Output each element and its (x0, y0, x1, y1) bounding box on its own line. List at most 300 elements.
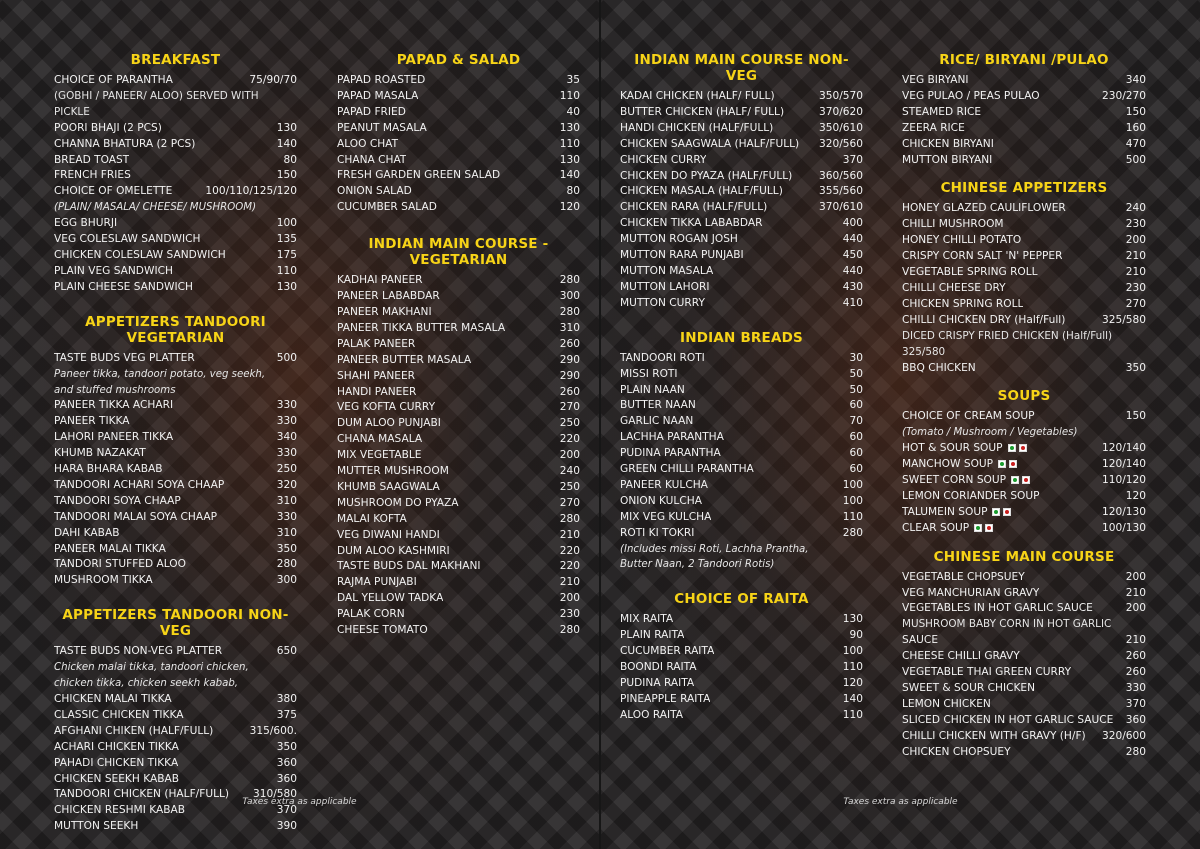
column-3 (620, 52, 863, 724)
menu-item-name (620, 264, 713, 280)
menu-item-price: 210 (559, 576, 580, 589)
menu-item-name (54, 708, 184, 724)
section-heading: APPETIZERS TANDOORI NON- VEG (62, 607, 289, 640)
menu-item-name (902, 681, 1035, 697)
menu-item (337, 544, 580, 560)
menu-item-description: (Includes missi Roti, Lachha Prantha, (620, 543, 809, 555)
menu-item-name (902, 73, 969, 89)
menu-item-price: 220 (559, 560, 580, 573)
menu-item-price: 350/570 (818, 90, 863, 102)
menu-item-name (54, 542, 166, 558)
menu-item-name-text: DAHI KABAB (54, 526, 120, 539)
menu-item (337, 575, 580, 591)
menu-item-price: 140 (276, 137, 297, 150)
menu-item (337, 559, 580, 575)
menu-item-name-text: CLEAR SOUP (902, 521, 970, 534)
menu-item-price: 210 (1125, 266, 1146, 279)
menu-item-name-text: PINEAPPLE RAITA (620, 692, 711, 705)
menu-item-price: 130 (842, 613, 863, 626)
menu-item-name-text: PLAIN RAITA (620, 629, 685, 642)
menu-item-price: 650 (276, 645, 297, 658)
menu-item (902, 665, 1146, 681)
menu-item-name (337, 200, 437, 216)
menu-item (902, 217, 1146, 233)
menu-item-name-text: ACHARI CHICKEN TIKKA (54, 740, 179, 753)
veg-icon (1011, 476, 1019, 484)
menu-item-name (54, 819, 138, 835)
menu-item-name (337, 321, 505, 337)
nonveg-icon (1022, 476, 1030, 484)
menu-item-subline: DICED CRISPY FRIED CHICKEN (Half/Full) (902, 329, 1113, 342)
menu-item (54, 756, 297, 772)
menu-item-name (902, 297, 1023, 313)
menu-item-price: 330 (276, 399, 297, 412)
section-heading: CHINESE MAIN COURSE (933, 548, 1115, 565)
menu-item-price: 160 (1125, 121, 1146, 134)
menu-item (337, 337, 580, 353)
menu-item-price: 110 (842, 708, 863, 721)
section-heading: INDIAN MAIN COURSE NON-VEG (634, 52, 849, 84)
menu-item (337, 385, 580, 401)
taxes-note: Taxes extra as applicable (242, 797, 357, 807)
menu-item-name (54, 772, 179, 788)
menu-item-price: 240 (1125, 202, 1146, 215)
menu-item-price: 130 (559, 153, 580, 166)
menu-item (620, 644, 863, 660)
menu-item-price: 75/90/70 (249, 74, 297, 86)
section-rice (902, 52, 1146, 168)
menu-item-name-text: CHICKEN SEEKH KABAB (54, 772, 179, 785)
menu-item-name (620, 644, 714, 660)
menu-item-name-text: PANEER MAKHANI (337, 305, 432, 318)
menu-item-name-text: BREAD TOAST (54, 153, 130, 166)
menu-item-name (54, 73, 173, 89)
menu-item-name-text: PUDINA RAITA (620, 677, 695, 689)
menu-item (902, 649, 1146, 665)
menu-item-name-text: HOT & SOUR SOUP (902, 442, 1003, 455)
menu-item-price: 360 (276, 772, 297, 785)
menu-item (337, 305, 580, 321)
menu-item-name-text: PANEER TIKKA ACHARI (54, 399, 174, 412)
menu-item (54, 478, 297, 494)
menu-item-name-text: PANEER TIKKA BUTTER MASALA (337, 321, 506, 334)
menu-item-name-text: FRESH GARDEN GREEN SALAD (337, 169, 501, 182)
menu-item (54, 184, 297, 200)
menu-item-price: 260 (1125, 666, 1146, 679)
menu-item (620, 383, 863, 399)
menu-item-price: 370/610 (818, 201, 863, 214)
menu-item-name (337, 512, 407, 528)
menu-item-name-text: ALOO CHAT (337, 137, 399, 150)
menu-item-name-text: CHILLI MUSHROOM (902, 218, 1004, 231)
menu-item (620, 462, 863, 478)
menu-item-price: 230/270 (1101, 89, 1146, 102)
menu-item-name-text: HONEY CHILLI POTATO (902, 234, 1022, 247)
menu-item-price: 280 (559, 305, 580, 318)
menu-item-name (54, 121, 162, 137)
menu-item (620, 296, 863, 312)
section-heading: RICE/ BIRYANI /PULAO (939, 52, 1109, 68)
menu-item-name-text: MUTTON MASALA (620, 264, 714, 277)
veg-nonveg-icons (992, 508, 1011, 516)
menu-item-name-text: MUTTON RARA PUNJABI (620, 249, 744, 262)
menu-item (902, 137, 1146, 153)
menu-item-name-text: TALUMEIN SOUP (902, 505, 988, 518)
menu-item-price: 30 (849, 351, 863, 364)
menu-item-name (54, 184, 172, 200)
veg-icon (974, 524, 982, 532)
menu-item-price: 350 (1125, 361, 1146, 374)
menu-item-name (902, 233, 1021, 249)
menu-item (54, 264, 297, 280)
menu-item-price: 470 (1125, 137, 1146, 150)
menu-item-price: 110 (559, 137, 580, 150)
menu-item-name-text: VEG BIRYANI (902, 74, 969, 86)
menu-item-name-text: KHUMB SAAGWALA (337, 480, 440, 493)
menu-item-price: 210 (1125, 250, 1146, 263)
menu-item (620, 414, 863, 430)
menu-item-name (902, 713, 1113, 729)
menu-item-price: 375 (276, 708, 297, 721)
menu-item (54, 430, 297, 446)
menu-item (902, 586, 1146, 602)
menu-item-price: 355/560 (818, 185, 863, 198)
menu-item-name-text: CHANA CHAT (337, 153, 407, 166)
menu-item-name (54, 692, 172, 708)
veg-nonveg-icons (1011, 476, 1030, 484)
menu-item (54, 168, 297, 184)
section-soups (902, 388, 1146, 536)
menu-item (54, 494, 297, 510)
menu-item (620, 200, 863, 216)
menu-item (902, 409, 1146, 425)
menu-item-name (54, 232, 200, 248)
menu-item (337, 273, 580, 289)
menu-item (620, 232, 863, 248)
menu-item-price: 430 (842, 280, 863, 293)
menu-item-name-text: CUCUMBER RAITA (620, 645, 715, 658)
menu-item-description: (PLAIN/ MASALA/ CHEESE/ MUSHROOM) (54, 202, 257, 214)
menu-item-name (902, 473, 1030, 489)
menu-item-price: 350 (276, 542, 297, 555)
menu-item-name (620, 612, 673, 628)
menu-item-price: 340 (276, 431, 297, 444)
menu-item (337, 353, 580, 369)
menu-item-price: 310 (276, 494, 297, 507)
menu-item-name (620, 398, 696, 414)
menu-item-name (620, 137, 799, 153)
menu-item (54, 740, 297, 756)
menu-item-name (337, 623, 428, 639)
menu-item (337, 153, 580, 169)
menu-item-name (620, 414, 693, 430)
menu-item (337, 512, 580, 528)
menu-item-name-text: GREEN CHILLI PARANTHA (620, 463, 754, 476)
menu-item-name (902, 521, 993, 537)
menu-item-price: 360 (1125, 713, 1146, 726)
menu-item-price: 210 (1125, 634, 1146, 647)
menu-item (902, 441, 1146, 457)
menu-item-price: 380 (276, 693, 297, 705)
section-breakfast (54, 52, 297, 296)
menu-item-name (337, 607, 405, 623)
menu-item-price: 175 (276, 248, 297, 261)
menu-item-name (902, 153, 992, 169)
menu-item-name-text: CHICKEN BIRYANI (902, 137, 994, 150)
menu-item-price: 400 (842, 217, 863, 230)
menu-item-name (902, 121, 965, 137)
menu-item-price: 290 (559, 369, 580, 382)
menu-item-name-text: RAJMA PUNJABI (337, 576, 417, 589)
menu-item-price: 330 (276, 415, 297, 428)
menu-item-name-text: CHOICE OF PARANTHA (54, 74, 173, 86)
menu-item-name (337, 544, 450, 560)
menu-item-name-text: CHICKEN SAAGWALA (HALF/FULL) (620, 137, 800, 150)
section-main-veg (337, 236, 580, 639)
menu-item (620, 478, 863, 494)
menu-item-price: 110 (276, 264, 297, 277)
menu-item-price: 280 (559, 624, 580, 637)
menu-item (54, 351, 297, 367)
menu-item-price: 230 (559, 608, 580, 621)
menu-item (902, 361, 1146, 377)
menu-item (902, 201, 1146, 217)
menu-item-price: 330 (276, 447, 297, 460)
menu-item-name-text: PUDINA PARANTHA (620, 447, 721, 460)
section-heading: PAPAD & SALAD (396, 52, 521, 68)
menu-item-price: 230 (1125, 281, 1146, 294)
menu-item-name (54, 478, 224, 494)
menu-item-price: 350/610 (818, 121, 863, 134)
menu-item (54, 692, 297, 708)
menu-item (337, 321, 580, 337)
menu-item-name-text: ZEERA RICE (902, 121, 965, 134)
menu-item-name (54, 526, 119, 542)
menu-item-name (620, 526, 694, 542)
menu-item (620, 494, 863, 510)
menu-item-price: 200 (559, 592, 580, 605)
menu-item-name-text: CHILLI CHICKEN WITH GRAVY (H/F) (902, 729, 1086, 742)
menu-item-name-text: MUTTON SEEKH (54, 820, 139, 833)
menu-item-name-text: MIX RAITA (620, 613, 674, 626)
menu-item-name (337, 289, 440, 305)
menu-item (337, 168, 580, 184)
menu-item (337, 528, 580, 544)
menu-item-name-text: TANDOORI SOYA CHAAP (54, 494, 181, 507)
menu-item-name (902, 217, 1004, 233)
menu-item-name (54, 168, 131, 184)
menu-item-name (902, 89, 1040, 105)
menu-item-name-text: CHOICE OF OMELETTE (54, 185, 173, 198)
menu-item-name (620, 462, 754, 478)
menu-item-name-text: CHICKEN RESHMI KABAB (54, 804, 185, 817)
menu-item (620, 692, 863, 708)
menu-item-name (337, 168, 500, 184)
menu-item-name-text: HANDI PANEER (337, 385, 417, 398)
menu-item (902, 233, 1146, 249)
menu-item (337, 73, 580, 89)
section-heading: INDIAN MAIN COURSE - VEGETARIAN (368, 236, 549, 269)
menu-item-name-text: SAUCE (902, 634, 939, 647)
menu-item-name (54, 216, 117, 232)
menu-item-name-text: CHICKEN CHOPSUEY (902, 745, 1011, 758)
menu-item-name (54, 446, 146, 462)
menu-item-price: 280 (842, 526, 863, 539)
menu-item-name (902, 505, 1011, 521)
menu-item-name-text: CHANNA BHATURA (2 PCS) (54, 137, 196, 150)
menu-item-name-text: VEG COLESLAW SANDWICH (54, 233, 201, 246)
menu-item (54, 644, 297, 660)
menu-item-name (54, 280, 193, 296)
menu-item-name-text: HARA BHARA KABAB (54, 463, 163, 476)
menu-item-name (337, 448, 422, 464)
menu-item-name (620, 153, 706, 169)
nonveg-icon (1019, 444, 1027, 452)
section-breads (620, 330, 863, 574)
menu-item-name-text: LEMON CHICKEN (902, 697, 991, 710)
menu-item-name (620, 169, 792, 185)
menu-item-name (337, 184, 412, 200)
menu-item-price: 100/110/125/120 (205, 185, 297, 198)
menu-item-price: 300 (276, 574, 297, 587)
menu-item-subline: 325/580 (902, 345, 946, 358)
menu-item-name (54, 137, 195, 153)
menu-item-price: 120 (559, 201, 580, 214)
menu-item-price: 220 (559, 433, 580, 446)
menu-item (620, 264, 863, 280)
menu-item-name (902, 649, 1020, 665)
menu-item-name-text: LAHORI PANEER TIKKA (54, 431, 174, 444)
section-heading: CHOICE OF RAITA (674, 591, 809, 608)
menu-item-price: 80 (283, 153, 297, 166)
menu-page-right (601, 0, 1200, 849)
menu-item-name-text: BOONDI RAITA (620, 661, 697, 674)
menu-item (620, 280, 863, 296)
menu-item-price: 260 (559, 385, 580, 398)
menu-item-name (620, 367, 678, 383)
menu-page-left (0, 0, 599, 849)
veg-nonveg-icons (998, 460, 1017, 468)
menu-item (902, 265, 1146, 281)
menu-item-name (337, 273, 423, 289)
menu-item (902, 89, 1146, 105)
menu-item-price: 120/130 (1101, 505, 1146, 518)
menu-item-price: 120/140 (1101, 442, 1146, 455)
menu-item-price: 150 (276, 169, 297, 182)
menu-item (902, 713, 1146, 729)
menu-item-name-text: CRISPY CORN SALT 'N' PEPPER (902, 250, 1063, 263)
menu-item-name-text: PAHADI CHICKEN TIKKA (54, 756, 179, 769)
veg-nonveg-icons (974, 524, 993, 532)
menu-item (54, 153, 297, 169)
section-heading: BREAKFAST (130, 52, 221, 68)
menu-item-name-text: TASTE BUDS VEG PLATTER (54, 351, 195, 364)
menu-item-name (620, 676, 694, 692)
menu-item (902, 745, 1146, 761)
menu-item (337, 400, 580, 416)
menu-item-name-text: PANEER BUTTER MASALA (337, 353, 472, 366)
menu-item-price: 250 (559, 480, 580, 493)
nonveg-icon (1009, 460, 1017, 468)
menu-item-name-text: PAPAD ROASTED (337, 74, 426, 86)
menu-item-name (902, 601, 1093, 617)
menu-item-price: 200 (1125, 602, 1146, 615)
menu-item-name (54, 510, 217, 526)
menu-item-name (54, 756, 178, 772)
menu-item (620, 526, 863, 542)
menu-item-name-text: DUM ALOO KASHMIRI (337, 544, 450, 557)
menu-item-name-text: CHICKEN CURRY (620, 153, 707, 166)
menu-item-name-text: BUTTER CHICKEN (HALF/ FULL) (620, 105, 785, 118)
menu-item-price: 135 (276, 233, 297, 246)
menu-item-name-text: FRENCH FRIES (54, 169, 131, 182)
menu-item (620, 184, 863, 200)
menu-item-name (620, 692, 710, 708)
menu-item-price: 250 (276, 463, 297, 476)
menu-item-price: 500 (276, 351, 297, 364)
menu-item-name (620, 628, 684, 644)
menu-item-name (337, 89, 418, 105)
menu-item (620, 89, 863, 105)
menu-item-price: 280 (559, 512, 580, 525)
menu-item-name-text: MANCHOW SOUP (902, 458, 994, 471)
menu-item-price: 290 (559, 353, 580, 366)
menu-item-price: 240 (559, 465, 580, 478)
menu-item-name-text: ONION KULCHA (620, 494, 702, 507)
menu-item-name (54, 557, 186, 573)
menu-item-name-text: CHEESE TOMATO (337, 624, 428, 637)
menu-item-name (620, 121, 773, 137)
menu-item-name (902, 409, 1035, 425)
menu-item-price: 330 (276, 510, 297, 523)
menu-item (902, 473, 1146, 489)
menu-item-name-text: SLICED CHICKEN IN HOT GARLIC SAUCE (902, 713, 1114, 726)
menu-item-price: 100 (842, 494, 863, 507)
menu-item (54, 526, 297, 542)
menu-item-name-text: TASTE BUDS NON-VEG PLATTER (54, 645, 223, 658)
veg-icon (1008, 444, 1016, 452)
menu-item-name (620, 478, 708, 494)
section-heading: CHINESE APPETIZERS (940, 180, 1108, 197)
menu-item-price: 100 (842, 478, 863, 491)
menu-item (902, 249, 1146, 265)
menu-item-name-text: CHEESE CHILLI GRAVY (902, 650, 1020, 663)
menu-item-price: 270 (1125, 297, 1146, 310)
menu-item (54, 73, 297, 89)
menu-item-name-text: MUSHROOM DO PYAZA (337, 496, 459, 509)
menu-item-name-text: AFGHANI CHIKEN (HALF/FULL) (54, 724, 214, 737)
menu-item-name-text: VEG DIWANI HANDI (337, 528, 440, 541)
menu-item-price: 90 (849, 629, 863, 642)
menu-item-price: 200 (1125, 234, 1146, 247)
taxes-note-right: Taxes extra as applicable (843, 797, 958, 807)
menu-item-name (337, 337, 415, 353)
menu-item-name (337, 305, 432, 321)
section-heading: APPETIZERS TANDOORI VEGETARIAN (85, 313, 266, 346)
menu-item-price: 310 (559, 321, 580, 334)
menu-item-description: and stuffed mushrooms (54, 384, 176, 396)
menu-item-name-text: CHICKEN TIKKA LABABDAR (620, 217, 763, 230)
menu-item-name (620, 510, 711, 526)
menu-item-name (620, 89, 775, 105)
menu-item-name-text: VEGETABLE SPRING ROLL (902, 266, 1038, 279)
menu-item-price: 315/600. (249, 724, 297, 737)
menu-item-name (902, 201, 1066, 217)
menu-item-price: 110 (559, 89, 580, 102)
menu-item (620, 398, 863, 414)
menu-item-name (337, 480, 440, 496)
menu-item (902, 121, 1146, 137)
